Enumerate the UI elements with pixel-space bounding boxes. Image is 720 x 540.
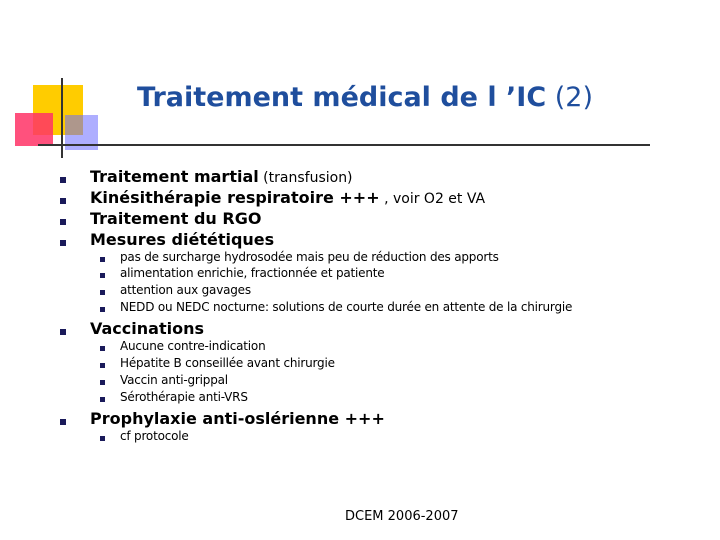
sub-bullet-marker bbox=[100, 273, 105, 278]
bullet-item-bold: Traitement martial bbox=[90, 167, 259, 186]
sub-bullet-item: NEDD ou NEDC nocturne: solutions de courte durée en attente de la chirurgie bbox=[120, 300, 573, 314]
slide-footer: DCEM 2006-2007 bbox=[345, 509, 459, 524]
bullet-item bbox=[90, 319, 204, 338]
sub-bullet-marker bbox=[100, 290, 105, 295]
sub-bullet-item: pas de surcharge hydrosodée mais peu de réduction des apports bbox=[120, 250, 499, 264]
sub-bullet-item: Vaccin anti-grippal bbox=[120, 373, 228, 387]
bullet-item bbox=[90, 209, 261, 228]
sub-bullet-marker bbox=[100, 346, 105, 351]
bullet-marker bbox=[60, 219, 66, 225]
sub-bullet-marker bbox=[100, 380, 105, 385]
bullet-item-bold: Vaccinations bbox=[90, 319, 204, 338]
bullet-marker bbox=[60, 240, 66, 246]
sub-bullet-item: alimentation enrichie, fractionnée et patiente bbox=[120, 266, 385, 280]
bullet-marker bbox=[60, 419, 66, 425]
bullet-item-bold: Prophylaxie anti-oslérienne +++ bbox=[90, 409, 385, 428]
slide-title-main: Traitement médical de l ’IC bbox=[137, 82, 547, 113]
bullet-marker bbox=[60, 177, 66, 183]
bullet-item bbox=[90, 230, 274, 249]
bullet-item bbox=[90, 409, 385, 428]
bullet-item-note: , voir O2 et VA bbox=[379, 191, 486, 207]
slide-title-suffix: (2) bbox=[546, 82, 593, 113]
sub-bullet-marker bbox=[100, 363, 105, 368]
bullet-item-bold: Traitement du RGO bbox=[90, 209, 262, 228]
sub-bullet-marker bbox=[100, 436, 105, 441]
sub-bullet-item: attention aux gavages bbox=[120, 283, 251, 297]
sub-bullet-item: Aucune contre-indication bbox=[120, 339, 266, 353]
bullet-item bbox=[90, 188, 485, 207]
sub-bullet-item: cf protocole bbox=[120, 429, 189, 443]
bullet-item-bold: Mesures diététiques bbox=[90, 230, 275, 249]
bullet-item-bold: Kinésithérapie respiratoire +++ bbox=[90, 188, 380, 207]
sub-bullet-marker bbox=[100, 307, 105, 312]
sub-bullet-marker bbox=[100, 397, 105, 402]
bullet-item bbox=[90, 167, 353, 186]
sub-bullet-item: Hépatite B conseillée avant chirurgie bbox=[120, 356, 335, 370]
bullet-item-note: (transfusion) bbox=[258, 170, 353, 186]
sub-bullet-item: Sérothérapie anti-VRS bbox=[120, 390, 248, 404]
bullet-marker bbox=[60, 329, 66, 335]
sub-bullet-marker bbox=[100, 257, 105, 262]
bullet-marker bbox=[60, 198, 66, 204]
